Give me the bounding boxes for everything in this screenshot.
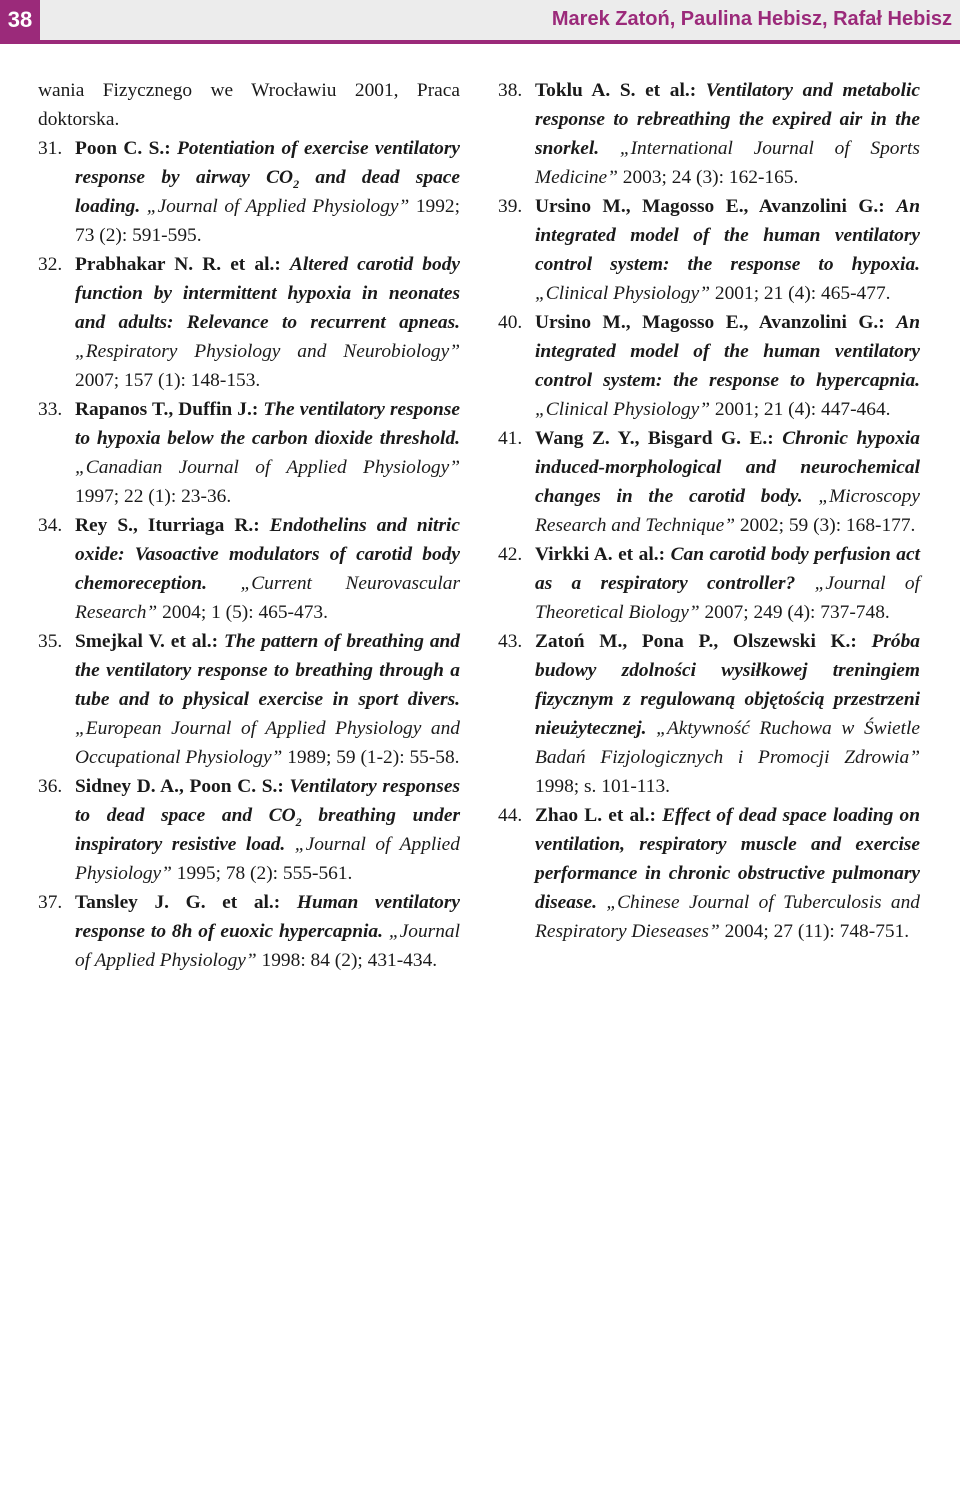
reference-number: 43. — [498, 631, 523, 652]
reference-item: 38. Toklu A. S. et al.: Ventilatory and metabolic response to rebreathing the expired air in the snorkel. „International Journal of Sports Medicine” 2003; 24 (3): 162-165. — [498, 76, 920, 192]
reference-title-cont: and dead space loading. — [75, 167, 461, 217]
reference-details: 1997; 22 (1): 23-36. — [75, 486, 232, 507]
reference-item: 43. Zatoń M., Pona P., Olszewski K.: Próba budowy zdolności wysiłkowej treningiem fizycznym z regulowaną objętością przestrzeni nieużytecznej. „Aktywność Ruchowa w Świetle Badań Fizjologicznych i Promocji Zdrowia” 1998; s. 101-113. — [498, 627, 920, 801]
reference-item: 32. Prabhakar N. R. et al.: Altered carotid body function by intermittent hypoxia in neonates and adults: Relevance to recurrent apneas. „Respiratory Physiology and Neurobiology” 2007; 157 (1): 148-153. — [38, 250, 460, 395]
reference-title: Ventilatory and metabolic response to rebreathing the expired air in the snorkel. — [535, 80, 920, 159]
reference-details: 1995; 78 (2): 555-561. — [171, 863, 353, 884]
reference-number: 33. — [38, 399, 63, 420]
reference-number: 44. — [498, 805, 523, 826]
reference-journal: „Journal of Applied Physiology” — [146, 196, 410, 217]
reference-number: 31. — [38, 138, 63, 159]
reference-authors: Tansley J. G. et al. — [75, 892, 274, 913]
reference-title-subscript: 2 — [295, 814, 302, 829]
reference-item: 40. Ursino M., Magosso E., Avanzolini G.: An integrated model of the human ventilatory control system: the response to hypercapnia. „Clinical Physiology” 2001; 21 (4): 447-464. — [498, 308, 920, 424]
reference-continuation: wania Fizycznego we Wrocławiu 2001, Praca doktorska. — [38, 80, 460, 130]
reference-item: 37. Tansley J. G. et al.: Human ventilatory response to 8h of euoxic hypercapnia. „Journal of Applied Physiology” 1998: 84 (2); 431-434. — [38, 888, 460, 975]
reference-authors: Zhao L. et al. — [535, 805, 650, 826]
reference-details: 2001; 21 (4): 465-477. — [710, 283, 891, 304]
reference-number: 41. — [498, 428, 523, 449]
reference-journal: „Chinese Journal of Tuberculosis and Respiratory Dieseases” — [535, 892, 920, 942]
reference-authors: Poon C. S. — [75, 138, 165, 159]
reference-details: 2007; 157 (1): 148-153. — [75, 370, 261, 391]
right-column — [498, 76, 920, 946]
reference-authors: Rey S., Iturriaga R. — [75, 515, 254, 536]
running-header-authors: Marek Zatoń, Paulina Hebisz, Rafał Hebisz — [551, 8, 952, 30]
reference-item: 31. Poon C. S.: Potentiation of exercise ventilatory response by airway $CO_2$ and dead space loading. „Journal of Applied Physiology” 1992; 73 (2): 591-595. — [38, 134, 460, 250]
reference-number: 40. — [498, 312, 523, 333]
right-reference-list — [498, 76, 920, 946]
reference-title: Altered carotid body function by intermittent hypoxia in neonates and adults: Relevance to recurrent apneas. — [75, 254, 460, 333]
reference-journal: „Journal of Applied Physiology” — [75, 921, 460, 971]
reference-item: 42. Virkki A. et al.: Can carotid body perfusion act as a respiratory controller? „Journal of Theoretical Biology” 2007; 249 (4): 737-748. — [498, 540, 920, 627]
reference-journal: „Clinical Physiology” — [535, 283, 711, 304]
reference-number: 42. — [498, 544, 523, 565]
reference-item: 35. Smejkal V. et al.: The pattern of breathing and the ventilatory response to breathing through a tube and to physical exercise in sport divers. „European Journal of Applied Physiology and Occupational Physiology” 1989; 59 (1-2): 55-58. — [38, 627, 460, 772]
reference-journal: „Aktywność Ruchowa w Świetle Badań Fizjologicznych i Promocji Zdrowia” — [535, 718, 920, 768]
reference-item: 33. Rapanos T., Duffin J.: The ventilatory response to hypoxia below the carbon dioxide threshold. „Canadian Journal of Applied Physiology” 1997; 22 (1): 23-36. — [38, 395, 460, 511]
reference-journal: „Canadian Journal of Applied Physiology” — [75, 457, 460, 478]
reference-authors: Prabhakar N. R. et al. — [75, 254, 275, 275]
reference-item: 34. Rey S., Iturriaga R.: Endothelins and nitric oxide: Vasoactive modulators of carotid body chemoreception. „Current Neurovascular Research” 2004; 1 (5): 465-473. — [38, 511, 460, 627]
reference-journal: „Journal of Theoretical Biology” — [535, 573, 921, 623]
reference-title: Próba budowy zdolności wysiłkowej treningiem fizycznym z regulowaną objętością przestrzeni nieużytecznej. — [535, 631, 920, 739]
left-reference-list — [38, 134, 460, 975]
reference-number: 36. — [38, 776, 63, 797]
reference-details: 2004; 27 (11): 748-751. — [719, 921, 910, 942]
reference-title: Potentiation of exercise ventilatory response by airway CO — [75, 138, 460, 188]
reference-authors: Zatoń M., Pona P., Olszewski K. — [535, 631, 851, 652]
reference-authors: Toklu A. S. et al. — [535, 80, 690, 101]
reference-journal: „Journal of Applied Physiology” — [75, 834, 460, 884]
reference-title: An integrated model of the human ventilatory control system: the response to hypoxia. — [535, 196, 920, 275]
left-column — [38, 76, 460, 975]
reference-details: 1998; s. 101-113. — [535, 776, 671, 797]
reference-number: 37. — [38, 892, 63, 913]
page-number: 38 — [0, 0, 40, 40]
reference-title: The pattern of breathing and the ventilatory response to breathing through a tube and to physical exercise in sport divers. — [75, 631, 461, 710]
reference-item: 39. Ursino M., Magosso E., Avanzolini G.: An integrated model of the human ventilatory control system: the response to hypoxia. „Clinical Physiology” 2001; 21 (4): 465-477. — [498, 192, 920, 308]
reference-title: Effect of dead space loading on ventilation, respiratory muscle and exercise performance in chronic obstructive pulmonary disease. — [535, 805, 920, 913]
reference-item: 36. Sidney D. A., Poon C. S.: Ventilatory responses to dead space and $CO_2$ breathing under inspiratory resistive load. „Journal of Applied Physiology” 1995; 78 (2): 555-561. — [38, 772, 460, 888]
reference-journal: „Clinical Physiology” — [535, 399, 711, 420]
reference-details: 1989; 59 (1-2): 55-58. — [282, 747, 460, 768]
reference-number: 38. — [498, 80, 523, 101]
reference-authors: Rapanos T., Duffin J. — [75, 399, 252, 420]
reference-title: Human ventilatory response to 8h of euoxic hypercapnia. — [75, 892, 460, 942]
reference-authors: Ursino M., Magosso E., Avanzolini G. — [535, 196, 879, 217]
reference-number: 35. — [38, 631, 63, 652]
reference-authors: Ursino M., Magosso E., Avanzolini G. — [535, 312, 879, 333]
reference-details: 2004; 1 (5): 465-473. — [157, 602, 328, 623]
reference-details: 1998: 84 (2); 431-434. — [256, 950, 438, 971]
reference-title: The ventilatory response to hypoxia below the carbon dioxide threshold. — [75, 399, 460, 449]
reference-authors: Wang Z. Y., Bisgard G. E. — [535, 428, 768, 449]
reference-journal: „Respiratory Physiology and Neurobiology” — [75, 341, 460, 362]
reference-journal: „Current Neurovascular Research” — [75, 573, 460, 623]
reference-title-subscript: 2 — [293, 176, 300, 191]
reference-journal: „Microscopy Research and Technique” — [535, 486, 920, 536]
reference-details: 1992; 73 (2): 591-595. — [75, 196, 460, 246]
reference-title: An integrated model of the human ventilatory control system: the response to hypercapnia. — [535, 312, 920, 391]
reference-title: Ventilatory responses to dead space and CO — [75, 776, 460, 826]
reference-title: Can carotid body perfusion act as a respiratory controller? — [535, 544, 920, 594]
reference-details: 2003; 24 (3): 162-165. — [617, 167, 799, 188]
reference-journal: „International Journal of Sports Medicine” — [535, 138, 920, 188]
reference-number: 39. — [498, 196, 523, 217]
reference-item: 44. Zhao L. et al.: Effect of dead space loading on ventilation, respiratory muscle and exercise performance in chronic obstructive pulmonary disease. „Chinese Journal of Tuberculosis and Respiratory Dieseases” 2004; 27 (11): 748-751. — [498, 801, 920, 946]
reference-item: 41. Wang Z. Y., Bisgard G. E.: Chronic hypoxia induced-morphological and neurochemical changes in the carotid body. „Microscopy Research and Technique” 2002; 59 (3): 168-177. — [498, 424, 920, 540]
reference-journal: „European Journal of Applied Physiology and Occupational Physiology” — [75, 718, 460, 768]
reference-authors: Sidney D. A., Poon C. S. — [75, 776, 278, 797]
reference-details: 2002; 59 (3): 168-177. — [734, 515, 916, 536]
reference-details: 2007; 249 (4): 737-748. — [699, 602, 890, 623]
reference-authors: Smejkal V. et al. — [75, 631, 212, 652]
reference-title: Chronic hypoxia induced-morphological and neurochemical changes in the carotid body. — [535, 428, 920, 507]
reference-authors: Virkki A. et al. — [535, 544, 659, 565]
reference-number: 34. — [38, 515, 63, 536]
reference-title: Endothelins and nitric oxide: Vasoactive modulators of carotid body chemoreception. — [75, 515, 460, 594]
page-header — [0, 0, 960, 44]
reference-details: 2001; 21 (4): 447-464. — [710, 399, 891, 420]
reference-number: 32. — [38, 254, 63, 275]
reference-title-cont: breathing under inspiratory resistive load. — [75, 805, 460, 855]
